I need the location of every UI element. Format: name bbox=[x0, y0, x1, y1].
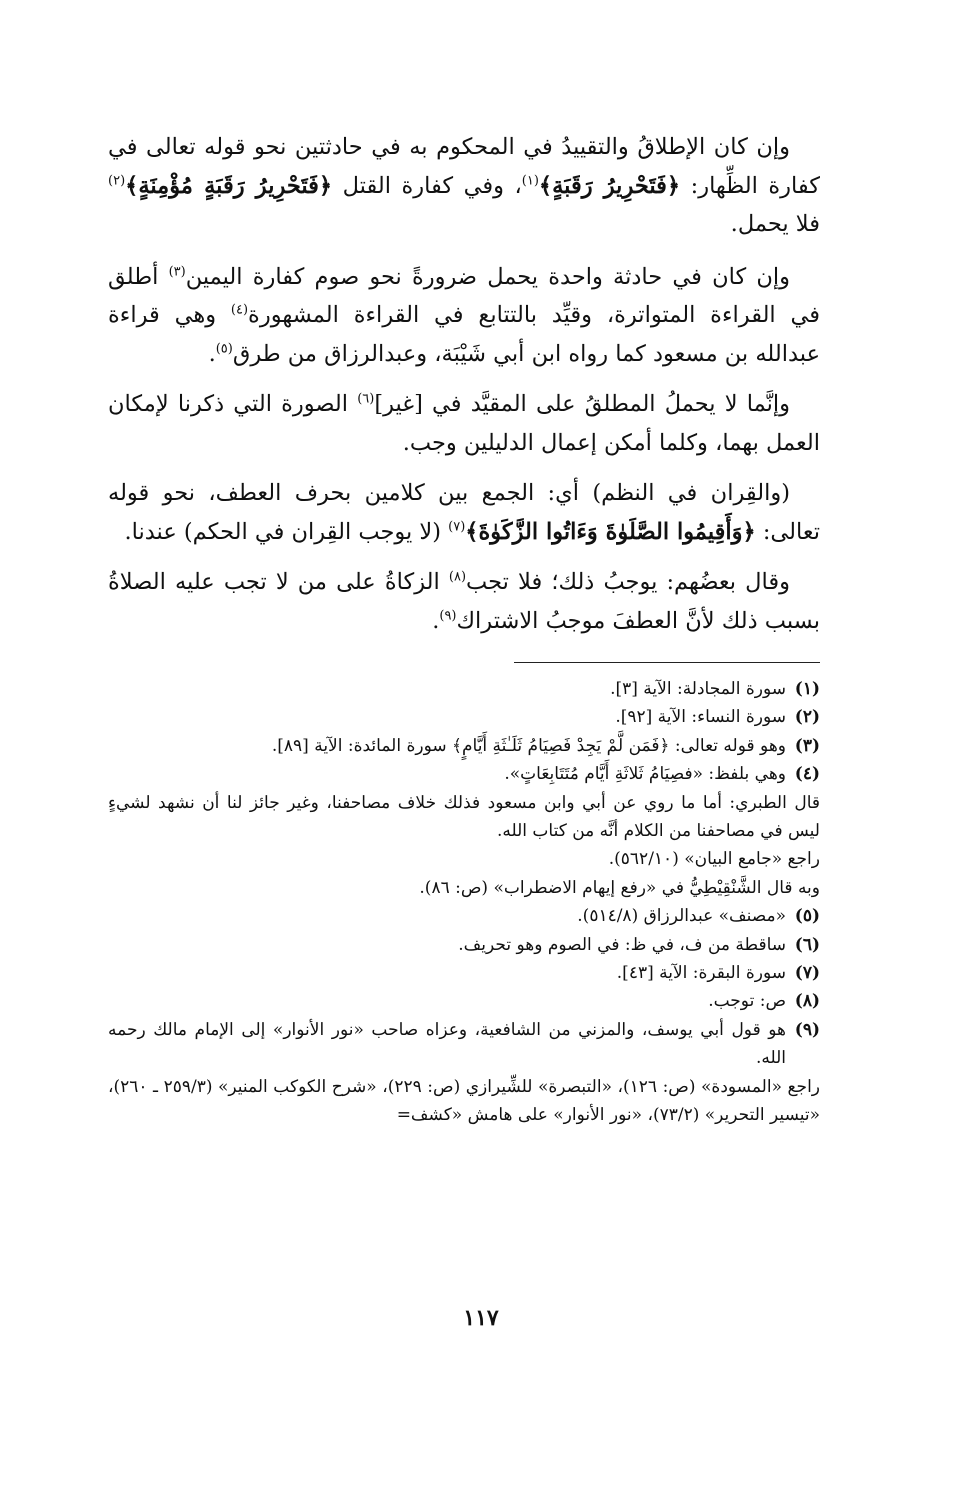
footnote-ref-2[interactable]: (٢) bbox=[108, 173, 126, 188]
footnote-text: «مصنف» عبدالرزاق (٥١٤/٨). bbox=[577, 906, 786, 927]
footnote-text: وبه قال الشَّنْقِيْطِيُّ في «رفع إيهام الاضطراب» (ص: ٨٦). bbox=[419, 877, 820, 898]
quran-verse: ﴿فَتَحْرِيرُ رَقَبَةٍ﴾ bbox=[538, 172, 681, 199]
footnote-text: ص: توجب. bbox=[708, 991, 786, 1012]
footnote-ref-1[interactable]: (١) bbox=[521, 173, 539, 188]
footnote-ref-4[interactable]: (٤) bbox=[230, 302, 249, 318]
footnote-number: (٤) bbox=[794, 764, 820, 785]
paragraph-text: وقال بعضُهم: يوجبُ ذلك؛ فلا تجب bbox=[466, 569, 790, 595]
footnote-ref-9[interactable]: (٩) bbox=[439, 608, 457, 623]
footnote-ref-8[interactable]: (٨) bbox=[448, 569, 467, 585]
footnote-7 bbox=[108, 959, 820, 987]
footnote-text: ساقطة من ف، في ظ: في الصوم وهو تحريف. bbox=[458, 934, 786, 955]
paragraph-3 bbox=[108, 385, 820, 462]
footnote-5 bbox=[108, 902, 820, 930]
footnote-3 bbox=[108, 732, 820, 760]
footnote-number: (٥) bbox=[794, 906, 820, 927]
page-number: ١١٧ bbox=[463, 1305, 499, 1331]
footnote-text: قال الطبري: أما ما روي عن أبي وابن مسعود فذلك خلاف مصاحفنا، وغير جائز لنا أن نشهد لشيءٍ ليس في مصاحفنا من الكلام أنَّه من كتاب الله. bbox=[108, 792, 820, 842]
footnote-number: (١) bbox=[794, 679, 820, 699]
footnote-number: (٣) bbox=[794, 735, 820, 756]
paragraph-text: الزكاةُ على من لا تجب عليه الصلاةُ بسبب ذلك لأنَّ العطفَ موجبُ الاشتراك bbox=[108, 569, 820, 634]
footnote-ref-3[interactable]: (٣) bbox=[168, 264, 186, 279]
page-body bbox=[108, 128, 820, 1130]
footnote-text: سورة البقرة: الآية [٤٣]. bbox=[616, 963, 786, 984]
footnote-6 bbox=[108, 931, 820, 959]
footnote-1 bbox=[108, 675, 820, 703]
footnote-9-continuation bbox=[108, 1073, 820, 1130]
footnote-ref-6[interactable]: (٦) bbox=[357, 391, 375, 407]
footnote-text: راجع «جامع البيان» (٥٦٢/١٠). bbox=[608, 849, 820, 870]
footnote-number: (٦) bbox=[794, 934, 820, 955]
paragraph-text: الصورة التي ذكرنا لإمكان العمل بهما، وكلما أمكن إعمال الدليلين وجب. bbox=[108, 391, 820, 456]
quran-verse: ﴿وَأَقِيمُوا الصَّلَوٰةَ وَءَاتُوا الزَّكَوٰةَ﴾ bbox=[465, 518, 756, 545]
footnote-text: سورة النساء: الآية [٩٢]. bbox=[615, 707, 786, 728]
paragraph-4 bbox=[108, 474, 820, 551]
paragraph-text: وإنَّما لا يحملُ المطلقُ على المقيَّد في [غير] bbox=[374, 391, 790, 417]
footnote-4-continuation bbox=[108, 789, 820, 903]
paragraph-text: (لا يوجب القِران في الحكم) عندنا. bbox=[124, 518, 449, 545]
paragraph-text: أطلق في القراءة المتواترة، وقيِّد بالتتابع في القراءة المشهورة bbox=[108, 263, 820, 328]
footnote-divider bbox=[514, 662, 820, 663]
footnote-text: وهو قوله تعالى: ﴿فَمَن لَّمْ يَجِدْ فَصِيَامُ ثَلَـٰثَةِ أَيَّامٍ﴾ سورة المائدة: الآية [٨٩]. bbox=[271, 735, 786, 756]
footnote-text: راجع «المسودة» (ص: ١٢٦)، «التبصرة» للشِّيرازي (ص: ٢٢٩)، «شرح الكوكب المنير» (٢٥٩/٣ ـ ٢٦٠)، «تيسير التحرير» (٧٣/٢)، «نور الأنوار» على هامش «كشف= bbox=[108, 1076, 820, 1126]
footnote-number: (٢) bbox=[794, 707, 820, 728]
paragraph-1 bbox=[108, 128, 820, 244]
footnote-number: (٩) bbox=[794, 1019, 820, 1040]
paragraph-text: (والقِران في النظم) أي: الجمع بين كلامين بحرف العطف، نحو قوله تعالى: bbox=[108, 480, 820, 545]
paragraph-5 bbox=[108, 563, 820, 640]
paragraph-text: فلا يحمل. bbox=[730, 211, 820, 237]
paragraph-text: وإن كان في حادثة واحدة يحمل ضرورةً نحو صوم كفارة اليمين bbox=[185, 263, 790, 290]
footnote-text: وهي بلفظ: «فصِيَامُ ثَلاثَةِ أَيَّام مُتَتَابِعَاتٍ». bbox=[504, 764, 786, 785]
footnote-8 bbox=[108, 987, 820, 1015]
quran-verse: ﴿فَتَحْرِيرُ رَقَبَةٍ مُؤْمِنَةٍ﴾ bbox=[125, 172, 333, 199]
footnote-9 bbox=[108, 1016, 820, 1073]
footnote-ref-7[interactable]: (٧) bbox=[448, 519, 466, 534]
footnote-4 bbox=[108, 760, 820, 788]
paragraph-2 bbox=[108, 258, 820, 374]
footnote-number: (٧) bbox=[794, 963, 820, 984]
footnote-number: (٨) bbox=[794, 991, 820, 1012]
footnote-text: هو قول أبي يوسف، والمزني من الشافعية، وعزاه صاحب «نور الأنوار» إلى الإمام مالك رحمه الله. bbox=[108, 1019, 786, 1069]
paragraph-text: ، وفي كفارة القتل bbox=[332, 172, 522, 199]
footnote-text: سورة المجادلة: الآية [٣]. bbox=[610, 679, 786, 699]
paragraph-text: وهي قراءة عبدالله بن مسعود كما رواه ابن أبي شَيْبَة، وعبدالرزاق من طرق bbox=[108, 302, 820, 367]
paragraph-text: . bbox=[208, 340, 216, 367]
footnote-ref-5[interactable]: (٥) bbox=[215, 341, 233, 356]
footnotes bbox=[108, 675, 820, 1130]
paragraph-text: . bbox=[432, 607, 440, 634]
footnote-2 bbox=[108, 703, 820, 731]
paragraph-text: وإن كان الإطلاقُ والتقييدُ في المحكوم به في حادثتين نحو قوله تعالى في كفارة الظِّهار: bbox=[108, 134, 820, 199]
